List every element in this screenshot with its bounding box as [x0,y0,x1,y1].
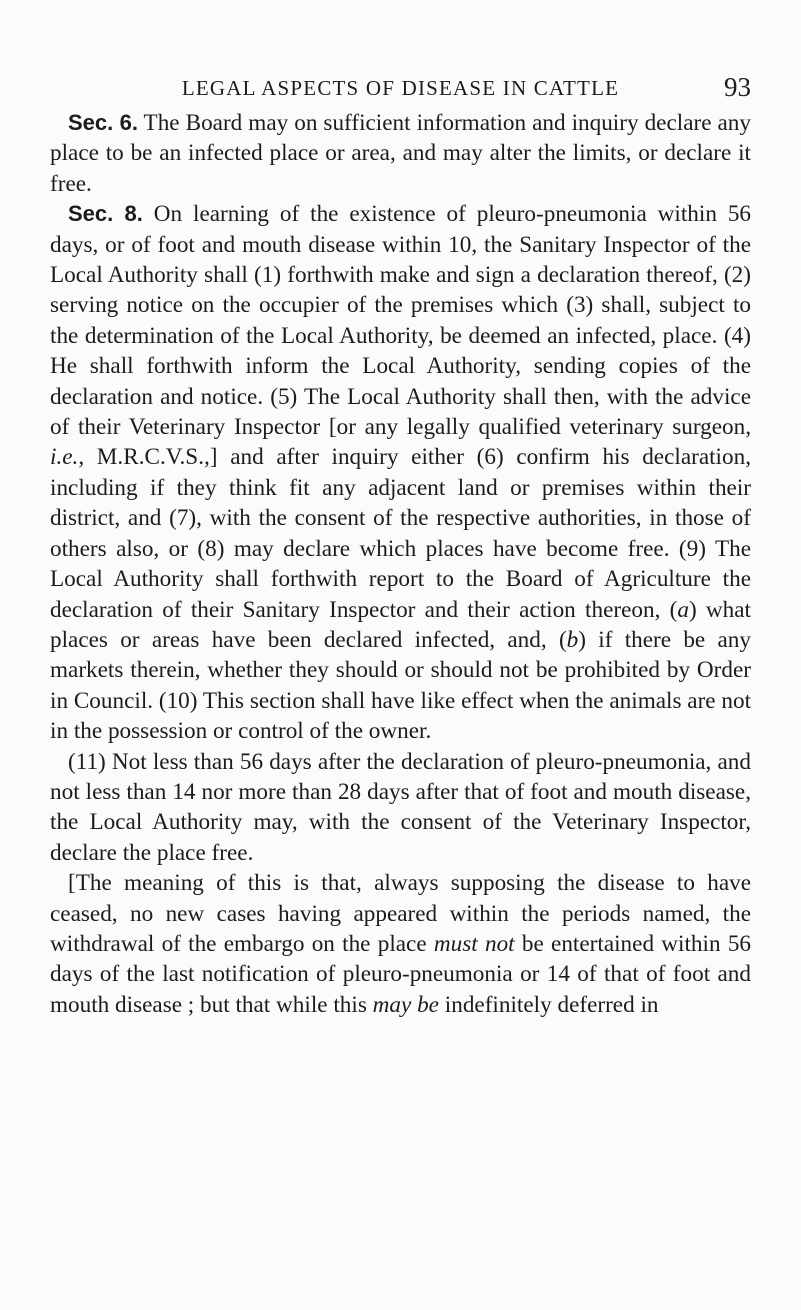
editorial-note-paragraph [50,868,751,1020]
section-6-text: The Board may on sufficient information and inquiry declare any place to be an infected place or area, and may alter the limits, or declare it free. [50,110,751,197]
section-6-paragraph [50,108,751,199]
section-8-item-a: a [677,596,689,623]
section-8-label: Sec. 8. [68,201,143,227]
note-may-be: may be [372,991,439,1018]
section-8-item-b: b [566,626,579,653]
section-8-text-4: ) if there be any markets therein, whether they should or should not be prohibited by Order in Council. (10) This section shall have like effect when the animals are not in the possession or control of the owner. [50,626,752,745]
section-8-text-2: , M.R.C.V.S.,] and after inquiry either (6) confirm his declaration, including if they think fit any adjacent land or premises within their district, and (7), with the consent of the respective authorities, in those of others also, or (8) may declare which places have become free. (9) The Local Authority shall forthwith report to the Board of Agriculture the declaration of their Sanitary Inspector and their action thereon, ( [50,444,751,623]
section-8-text-3: ) what places or areas have been declared infected, and, ( [50,596,751,653]
running-head [50,72,751,104]
section-8-text-1: On learning of the existence of pleuro-pneumonia within 56 days, or of foot and mouth disease within 10, the Sanitary Inspector of the Local Authority shall (1) forthwith make and sign a declaration thereof, (2) serving notice on the occupier of the premises which (3) shall, subject to the determination of the Local Authority, be deemed an infected, place. (4) He shall forthwith inform the Local Authority, sending copies of the declaration and notice. (5) The Local Authority shall then, with the advice of their Veterinary Inspector [or any legally qualified veterinary surgeon, [50,201,752,441]
section-8-paragraph [50,199,751,746]
page-number: 93 [724,72,751,102]
running-title: LEGAL ASPECTS OF DISEASE IN CATTLE [181,76,620,100]
section-6-label: Sec. 6. [68,110,138,135]
note-text-3: indefinitely deferred in [444,991,659,1018]
note-text-1: [The meaning of this is that, always supposing the disease to have ceased, no new cases having appeared within the periods named, the withdrawal of the embargo on the place [50,870,751,957]
note-text-2: be entertained within 56 days of the last notification of pleuro-pneumonia or 14 of that of foot and mouth disease ; but that while this [50,930,752,1018]
body-text [50,108,751,1020]
section-8-ie: i.e. [50,444,79,471]
clause-11-paragraph [50,747,751,869]
clause-11-text: (11) Not less than 56 days after the declaration of pleuro-pneumonia, and not less than 14 nor more than 28 days after that of foot and mouth disease, the Local Authority may, with the consent of the Veterinary Inspector, declare the place free. [50,748,751,866]
note-must-not: must not [433,930,515,957]
